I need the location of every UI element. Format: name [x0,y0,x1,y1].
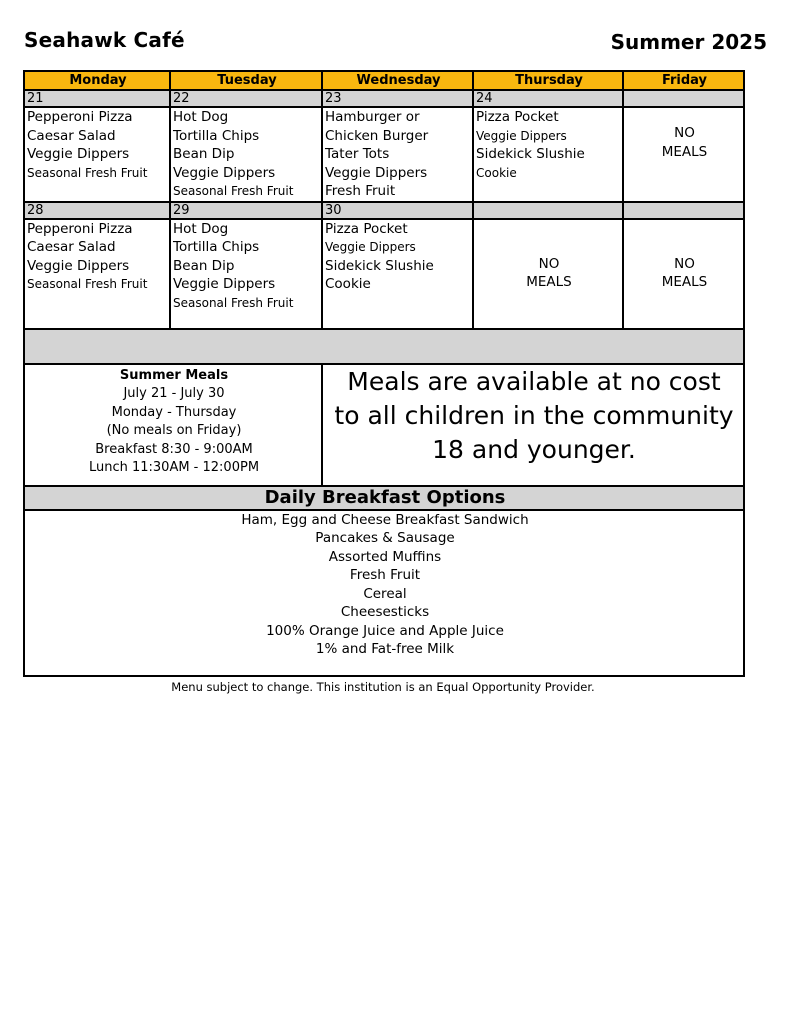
menu-item: Pepperoni Pizza [27,220,133,237]
notice-line: 18 and younger. [432,434,636,464]
no-meals-line: MEALS [661,143,708,160]
summer-meals-line: Breakfast 8:30 - 9:00AM [95,441,253,457]
no-meals-line: MEALS [661,274,708,290]
menu-item: Veggie Dippers [27,146,130,162]
menu-item: Cookie [476,165,517,180]
breakfast-item: Assorted Muffins [328,548,442,565]
summer-meals-title: Summer Meals [119,367,229,383]
day-thursday: Thursday [473,71,623,90]
menu-item: Seasonal Fresh Fruit [173,295,294,310]
summer-meals-box [24,364,322,486]
no-meals-line: NO [674,125,695,141]
notice-line: Meals are available at no cost [347,366,721,396]
notice-line: to all children in the community [334,400,734,430]
menu-item: Chicken Burger [325,127,429,144]
day-tuesday: Tuesday [170,71,322,90]
menu-item: Seasonal Fresh Fruit [173,184,294,198]
menu-item: Hot Dog [173,109,229,125]
day-friday: Friday [623,71,744,90]
menu-item: Veggie Dippers [173,276,276,292]
breakfast-item: Cereal [363,585,407,602]
breakfast-item: Cheesesticks [340,604,430,620]
breakfast-heading-row [24,486,744,510]
menu-item: Bean Dip [173,257,235,274]
menu-cell-wednesday [322,107,473,202]
date-cell [623,90,744,107]
menu-item: Pizza Pocket [325,220,408,237]
menu-item: Veggie Dippers [476,128,567,143]
cafe-title: Seahawk Café [24,28,185,52]
menu-item: Fresh Fruit [325,183,396,199]
footer-disclaimer: Menu subject to change. This institution is an Equal Opportunity Provider. [171,680,595,694]
date-cell: 30 [322,202,473,219]
week1-menu-row [24,107,744,202]
menu-item: Caesar Salad [27,127,116,144]
menu-item: Veggie Dippers [173,164,276,181]
no-meals-line: MEALS [526,274,572,290]
menu-item: Sidekick Slushie [476,146,585,162]
menu-cell-monday [24,219,170,329]
breakfast-list-row [24,510,744,676]
menu-item: Tortilla Chips [173,127,260,144]
summer-meals-line: (No meals on Friday) [106,423,242,438]
menu-table [23,70,745,677]
menu-item: Bean Dip [173,146,235,162]
breakfast-heading: Daily Breakfast Options [24,486,744,510]
breakfast-item: Pancakes & Sausage [315,530,455,546]
no-cost-notice [322,364,744,486]
menu-item: Veggie Dippers [27,257,130,274]
menu-cell-friday [623,107,744,202]
menu-cell-thursday [473,219,623,329]
menu-item: Veggie Dippers [325,164,428,181]
menu-item: Pizza Pocket [476,109,559,125]
info-row [24,364,744,486]
menu-item: Sidekick Slushie [325,257,434,274]
menu-item: Caesar Salad [27,239,116,255]
menu-cell-monday [24,107,170,202]
breakfast-item: Fresh Fruit [349,567,421,583]
date-cell: 28 [24,202,170,219]
season-title: Summer 2025 [610,30,767,54]
menu-item: Seasonal Fresh Fruit [27,277,148,291]
date-cell: 23 [322,90,473,107]
no-meals-line: NO [538,255,560,272]
gray-band [24,329,744,364]
week2-menu-row [24,219,744,329]
date-cell: 22 [170,90,322,107]
breakfast-item: Ham, Egg and Cheese Breakfast Sandwich [241,511,529,528]
spacer-row [24,329,744,364]
menu-item: Hamburger or [325,109,420,125]
day-wednesday: Wednesday [322,71,473,90]
week2-date-row [24,202,744,219]
menu-item: Seasonal Fresh Fruit [27,165,148,180]
date-cell: 21 [24,90,170,107]
summer-meals-line: July 21 - July 30 [123,386,225,401]
week1-date-row [24,90,744,107]
menu-cell-friday [623,219,744,329]
menu-cell-tuesday [170,107,322,202]
date-cell [473,202,623,219]
menu-item: Cookie [325,276,371,292]
menu-item: Pepperoni Pizza [27,109,133,125]
no-meals-line: NO [674,255,695,272]
menu-cell-wednesday [322,219,473,329]
menu-item: Tater Tots [325,146,390,162]
summer-meals-line: Monday - Thursday [111,404,237,420]
menu-item: Veggie Dippers [325,240,416,254]
menu-item: Hot Dog [173,220,229,237]
date-cell [623,202,744,219]
day-monday: Monday [24,71,170,90]
breakfast-item: 1% and Fat-free Milk [315,641,455,657]
menu-cell-tuesday [170,219,322,329]
breakfast-item: 100% Orange Juice and Apple Juice [266,622,504,639]
day-header-row [24,71,744,90]
summer-meals-line: Lunch 11:30AM - 12:00PM [88,460,260,475]
date-cell: 24 [473,90,623,107]
date-cell: 29 [170,202,322,219]
menu-item: Tortilla Chips [173,239,260,255]
breakfast-list [24,510,744,676]
menu-cell-thursday [473,107,623,202]
